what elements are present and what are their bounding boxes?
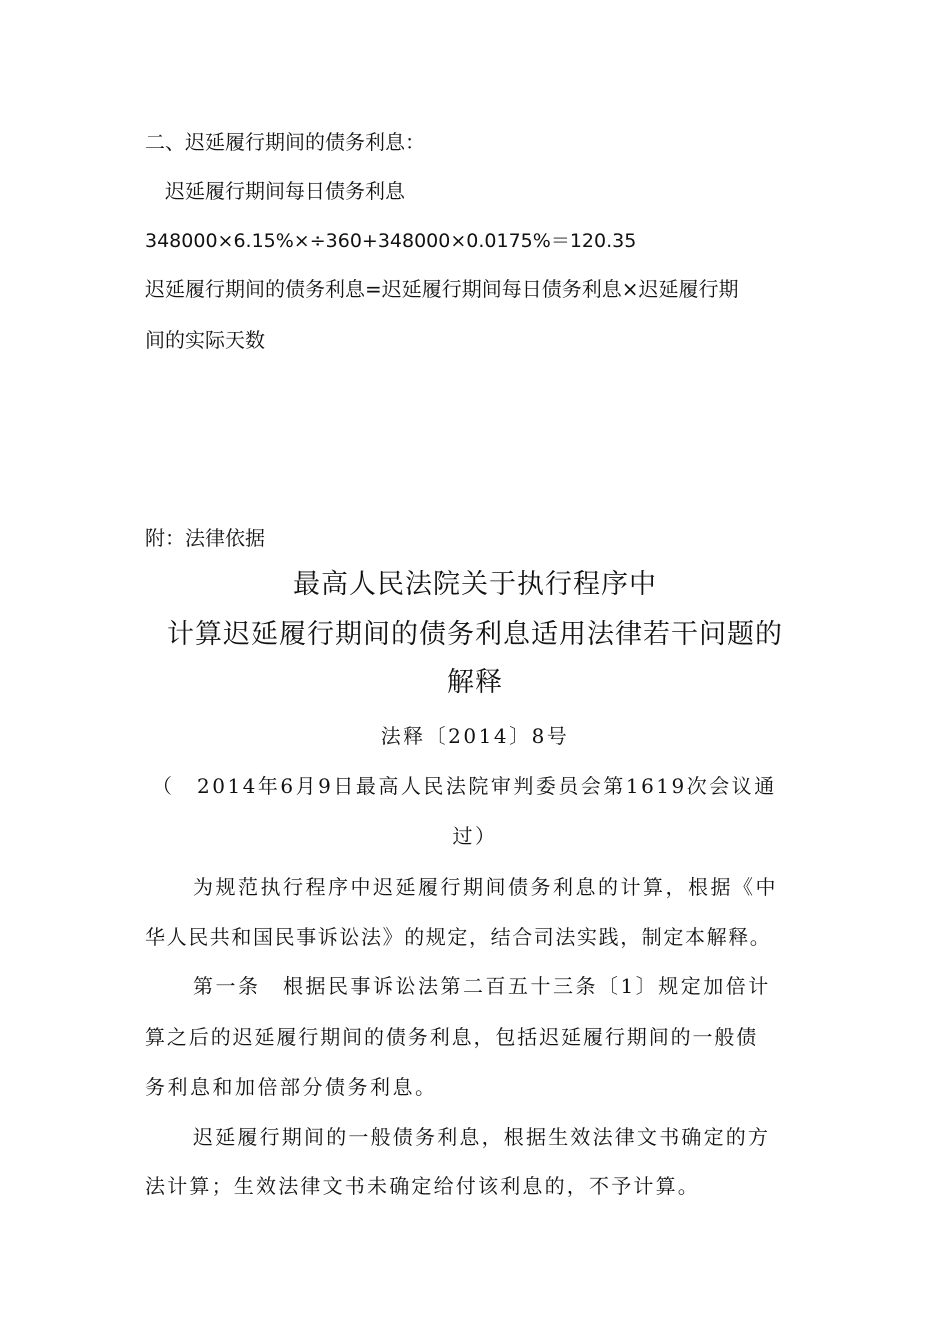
adoption-note-line-1: （ 2014年6月9日最高人民法院审判委员会第1619次会议通 — [152, 774, 777, 798]
article-1-para-2-line-2: 法计算；生效法律文书未确定给付该利息的，不予计算。 — [145, 1174, 700, 1198]
document-title-line-2: 计算迟延履行期间的债务利息适用法律若干问题的 — [167, 619, 783, 650]
article-1-para-2-line-1: 迟延履行期间的一般债务利息，根据生效法律文书确定的方 — [193, 1125, 771, 1149]
definition-line-2: 间的实际天数 — [145, 328, 265, 352]
article-1-line-3: 务利息和加倍部分债务利息。 — [145, 1075, 438, 1099]
appendix-label: 附：法律依据 — [145, 526, 265, 550]
document-title-line-1: 最高人民法院关于执行程序中 — [293, 569, 657, 600]
section-heading: 二、迟延履行期间的债务利息： — [145, 130, 425, 154]
interest-formula: 348000×6.15%×÷360+348000×0.0175%＝120.35 — [145, 230, 637, 252]
preamble-line-1: 为规范执行程序中迟延履行期间债务利息的计算，根据《中 — [193, 875, 778, 899]
definition-line-1: 迟延履行期间的债务利息=迟延履行期间每日债务利息×迟延履行期 — [145, 277, 739, 301]
adoption-note-line-2: 过） — [452, 824, 498, 848]
daily-interest-label: 迟延履行期间每日债务利息 — [165, 179, 405, 203]
preamble-line-2: 华人民共和国民事诉讼法》的规定，结合司法实践，制定本解释。 — [145, 925, 772, 949]
document-number: 法释〔2014〕8号 — [380, 724, 570, 748]
article-1-line-1: 第一条 根据民事诉讼法第二百五十三条〔1〕规定加倍计 — [193, 974, 771, 998]
document-title-line-3: 解释 — [447, 667, 503, 698]
article-1-line-2: 算之后的迟延履行期间的债务利息，包括迟延履行期间的一般债 — [145, 1025, 759, 1049]
